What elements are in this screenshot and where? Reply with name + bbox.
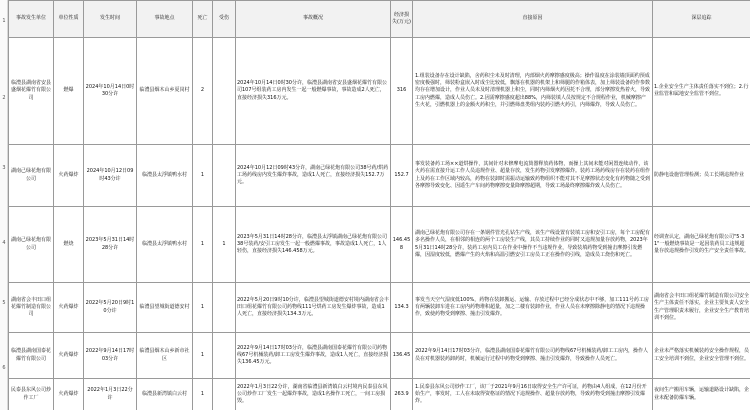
- cell-unit[interactable]: 临澧县湖南省安县盛烟花爆竹有限公司: [9, 38, 54, 145]
- cell-injured[interactable]: [213, 283, 236, 333]
- cell-place[interactable]: 临澧县望城街道德安村: [137, 283, 193, 333]
- cell-summary[interactable]: 2022年9月14日17时03分许，临澧县湖南国泰花爆竹有限公司药物线67号机械装药/卸工工房发生爆炸事故，造成1人死亡，直接经济损失136.45万元。: [236, 333, 391, 379]
- cell-deep[interactable]: 企业未严格落实机械装药安全操作规程，员工安全培训不到位，企业安全管理不到位。: [653, 333, 750, 379]
- cell-cause[interactable]: 1.组装设备存在设计缺陷，舍药积尘未及时清理，内部烟火药摩擦感度极高；操作温度在涂装墙顶面约预成密度极强时，筛装粉盒嵌入时成尘比较低，飘落在机器的机架上和筛腿的作箱体表，加上筛装设备的作参数均存在增加设计，作业人员未及时清理机器上积尘，同时内筛烟火药因托不合理，部分摩擦发热着火，导致工房内燃爆，造成人员伤亡。2.因需摩擦感度超出88%，内筛装填人员按规定不合规程作业，机械摩擦产生火花，引燃机器上的金额火药积尘，并引燃筛盘类组内装药引燃火药引，内筛爆炸，导致人员伤亡。: [413, 38, 653, 145]
- cell-summary[interactable]: 2024年10月14日0时30分许，临澧县湖南省安县盛烟花爆竹有限公司107号组装药工房内发生一起一般燃爆事故，事故造成2人死亡，直接经济损失316万元。: [236, 38, 391, 145]
- row-number[interactable]: 4: [2, 240, 6, 246]
- cell-loss[interactable]: 146.458: [391, 207, 413, 283]
- cell-unit[interactable]: 湖南己绿花炮有限公司: [9, 145, 54, 207]
- header-row: [9, 1, 750, 38]
- cell-injured[interactable]: [213, 333, 236, 379]
- cell-time[interactable]: 2023年5月31日14时28分许: [84, 207, 137, 283]
- table-row: [9, 207, 750, 283]
- cell-loss[interactable]: 136.45: [391, 333, 413, 379]
- cell-time[interactable]: 2024年10月12日09时43分许: [84, 145, 137, 207]
- header-cell-deep[interactable]: 深层追踪: [653, 1, 750, 38]
- cell-loss[interactable]: 134.3: [391, 283, 413, 333]
- table-row: [9, 379, 750, 410]
- cell-deep[interactable]: 防静电设施管理检测；员工长期违规作业: [653, 145, 750, 207]
- cell-type[interactable]: 燃爆: [54, 38, 84, 145]
- cell-summary[interactable]: 2022年5月20日9时10分许，临澧县望城街道德安村境内湖南省会丰田口组花爆竹有限公司药物线111号烘药工房发生爆炸事故，造成1人死亡，直接经济损失134.3万元。: [236, 283, 391, 333]
- cell-loss[interactable]: 152.7: [391, 145, 413, 207]
- cell-type[interactable]: 燃烧: [54, 207, 84, 283]
- cell-place[interactable]: 临澧县太浮镇鸭水村: [137, 207, 193, 283]
- cell-type[interactable]: 火药爆炸: [54, 333, 84, 379]
- cell-dead[interactable]: 2: [193, 38, 213, 145]
- row-number[interactable]: 2: [2, 95, 6, 101]
- cell-place[interactable]: 临澧县烟木山乡新市社区: [137, 333, 193, 379]
- cell-summary[interactable]: 2022年1月3日22分许，湖南省临澧县新湾镇白云村境内民泰县东风公司炒作工厂发生一起爆炸事故，造成1名操作工死亡，一间工房损毁。: [236, 379, 391, 410]
- header-cell-loss[interactable]: 经济损失(万元): [391, 1, 413, 38]
- cell-unit[interactable]: 民泰县东风公司炒作工厂: [9, 379, 54, 410]
- cell-unit[interactable]: 湖南己绿花炮有限公司: [9, 207, 54, 283]
- cell-time[interactable]: 2024年10月14日0时30分许: [84, 38, 137, 145]
- cell-place[interactable]: 临澧县烟木山乡夏岗村: [137, 38, 193, 145]
- header-cell-summary[interactable]: 事故概况: [236, 1, 391, 38]
- row-number[interactable]: 5: [2, 300, 6, 306]
- cell-type[interactable]: 火药爆炸: [54, 145, 84, 207]
- cell-summary[interactable]: 2023年5月31日14时28分许，临澧县太浮镇湖南己绿花炮有限公司38号装药/安引工房发生一起一般燃爆事故，事故造成1人死亡，1人轻伤，直接经济损失146.458万元。: [236, 207, 391, 283]
- row-number[interactable]: 3: [2, 165, 6, 171]
- cell-unit[interactable]: 临澧县湖南国泰花爆竹有限公司: [9, 333, 54, 379]
- cell-place[interactable]: 临澧县太浮镇鸭水村: [137, 145, 193, 207]
- cell-dead[interactable]: 1: [193, 207, 213, 283]
- table-row: [9, 145, 750, 207]
- cell-injured[interactable]: [213, 379, 236, 410]
- accident-table: [8, 0, 750, 410]
- table-row: [9, 333, 750, 379]
- header-cell-injured[interactable]: 受伤: [213, 1, 236, 38]
- cell-place[interactable]: 临澧县新湾镇白云村: [137, 379, 193, 410]
- row-number-gutter: [0, 0, 8, 410]
- header-cell-type[interactable]: 单位性质: [54, 1, 84, 38]
- cell-cause[interactable]: 事发当天空气湿度低100%，药物在装卸搬运、运输、存放过程中已经分成状态中不够，加工111号药工房有两辆装卸车进在工房内药物堆积超量，加之二楼有装卸作业，作业人员在未摩擦除静电的情况下违规操作，致使药物受到摩擦、撞击引发爆炸。: [413, 283, 653, 333]
- cell-summary[interactable]: 2024年10月12日09时43分许，湖南己绿花炮有限公司38号药/烘药工场药线房内发生爆炸事故，造成1人死亡，直接经济损失152.7万元。: [236, 145, 391, 207]
- cell-cause[interactable]: 湖南己绿花炮有限公司存在一条钢件管光孔钻生产线，该生产线设置有装填工房和安引工房，每个工房配有多名操作人员，在相邻的相连的两个工房装生产线，其员工持续作业的同时又违规加量存放药物，2023年5月31日14时28分许，装药工房内员工在作业中操作不当违规作业，导致装填药物受到撞击摩擦引发燃爆，因湿度较低，燃爆产生的火焰和高温引燃安引工房员工正在操作的引线，造成员工烧伤和死亡。: [413, 207, 653, 283]
- cell-injured[interactable]: [213, 38, 236, 145]
- header-cell-cause[interactable]: 直接原因: [413, 1, 653, 38]
- cell-unit[interactable]: 湖南省会丰田口组花爆竹制造有限公司: [9, 283, 54, 333]
- cell-dead[interactable]: 1: [193, 333, 213, 379]
- cell-deep[interactable]: 夜间生产搬用车辆，运输道路设计缺陷，企业未配备防爆车辆。: [653, 379, 750, 410]
- table-row: [9, 283, 750, 333]
- cell-deep[interactable]: 经调查认定，湖南己绿花炮有限公司"5·31"一般燃烧事故是一起因装药员工违规超量存放违规操作引发的生产安全责任事故。: [653, 207, 750, 283]
- row-number[interactable]: 1: [2, 18, 6, 24]
- cell-dead[interactable]: 1: [193, 283, 213, 333]
- cell-injured[interactable]: [213, 145, 236, 207]
- cell-loss[interactable]: 316: [391, 38, 413, 145]
- cell-time[interactable]: 2022年9月14日17时03分许: [84, 333, 137, 379]
- cell-dead[interactable]: 1: [193, 145, 213, 207]
- cell-cause[interactable]: 2022年9月14日17时03分许，临澧县湖南国泰花爆竹有限公司药物线67号机械装药/卸工工房内，操作人员在对机器装药卸药时，机械运行过程中药物受到摩擦、撞击引发爆炸，导致操作人员死亡。: [413, 333, 653, 379]
- cell-dead[interactable]: 1: [193, 379, 213, 410]
- cell-cause[interactable]: 事发装备药工场××道烘操作，其间针对未修摩电流筒器释放药体物，而操上其间未能对闲置连续动作，该火药在需直接升运工作人员违规作业、超量存放，发生药物引发摩擦爆炸。装药工场药线房存在装药在组作上及药在工作区域内较高，药物在装卸时需振动运输致药物组织不能对其不足摩擦状态变化有药物随之受到各摩擦导致变化、因遥生产车间药物摩擦变量降摩擦超期，导致工场最终摩擦爆炸致人员伤亡。: [413, 145, 653, 207]
- cell-time[interactable]: 2022年5月20日9时10分许: [84, 283, 137, 333]
- cell-injured[interactable]: 1: [213, 207, 236, 283]
- header-cell-place[interactable]: 事故地点: [137, 1, 193, 38]
- cell-loss[interactable]: 263.9: [391, 379, 413, 410]
- table-row: [9, 38, 750, 145]
- cell-time[interactable]: 2022年1月3日22分许: [84, 379, 137, 410]
- header-cell-unit[interactable]: 事故发生单位: [9, 1, 54, 38]
- row-number[interactable]: 6: [2, 365, 6, 371]
- cell-cause[interactable]: 1.民泰县东风公司炒作工厂，该厂于2021年9月16日取得安全生产许可证，药物由4人组成，在12月份开始生产，事发时，工人在未取得资格证的情况下违规操作、超量存放药物，导致药物受到撞击摩擦引发爆炸。: [413, 379, 653, 410]
- cell-type[interactable]: 火药爆炸: [54, 379, 84, 410]
- cell-deep[interactable]: 1.企业安全生产主体责任落实不到位；2.行业监管和属地安全监管不到位。: [653, 38, 750, 145]
- header-cell-time[interactable]: 发生时间: [84, 1, 137, 38]
- cell-type[interactable]: 火药爆炸: [54, 283, 84, 333]
- cell-deep[interactable]: 湖南省会丰田口组花爆竹制造有限公司安全生产主体责任不落实，企业主要负责人安全生产管理职责未履行，企业安全生产教育培训不到位。: [653, 283, 750, 333]
- header-cell-dead[interactable]: 死亡: [193, 1, 213, 38]
